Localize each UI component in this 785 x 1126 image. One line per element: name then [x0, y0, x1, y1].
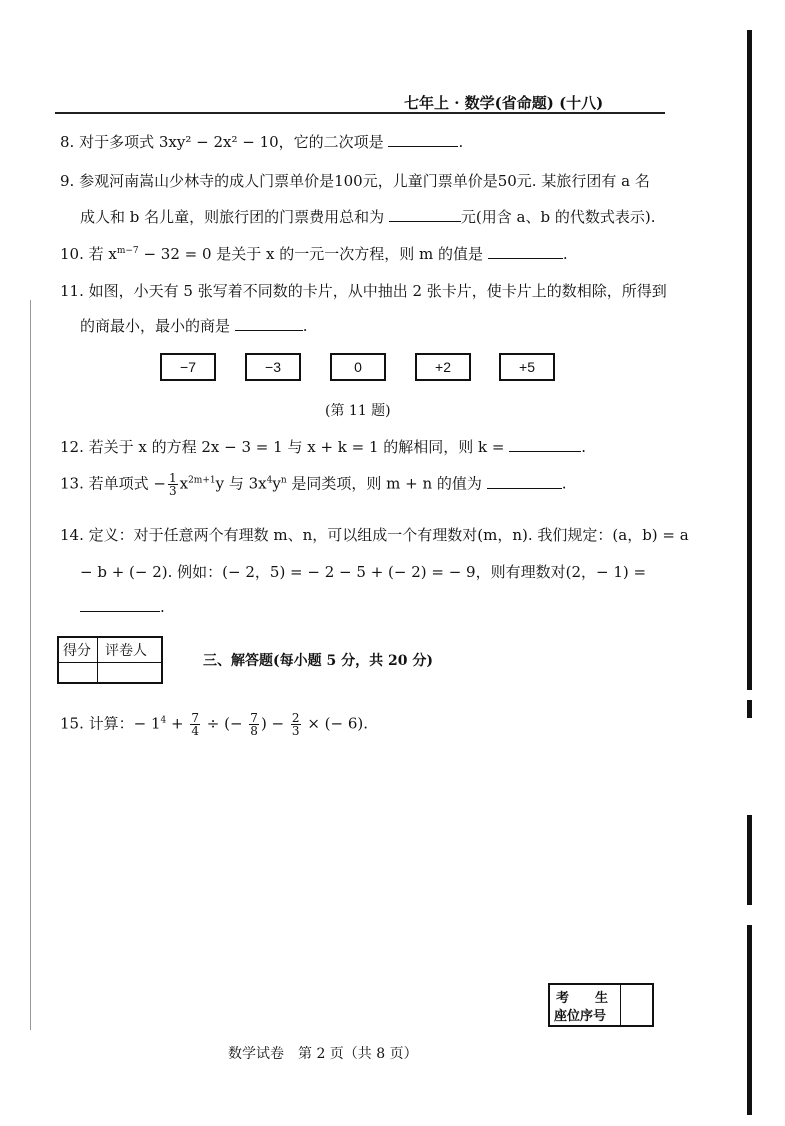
- seat-number-box: [548, 983, 654, 1027]
- question-12-end: .: [581, 438, 587, 456]
- question-10-exponent: m−7: [116, 246, 139, 256]
- question-13-pre: 13. 若单项式 −: [60, 474, 166, 493]
- answer-blank[interactable]: [235, 316, 303, 331]
- question-15-op: +: [166, 714, 189, 733]
- question-14-line-2: − b + (− 2). 例如：(− 2，5) = − 2 − 5 + (− 2) = − 9，则有理数对(2，− 1) =: [80, 563, 647, 581]
- question-12-text: 12. 若关于 x 的方程 2x − 3 = 1 与 x + k = 1 的解相同，则 k =: [60, 438, 505, 456]
- seat-label-line-1: 考 生: [556, 991, 609, 1006]
- question-11-text: 的商最小，最小的商是: [80, 317, 231, 335]
- question-8: [60, 131, 463, 152]
- question-13-exponent: n: [280, 475, 287, 486]
- question-15-post: × (− 6).: [302, 714, 369, 733]
- question-11-end: .: [302, 317, 308, 335]
- question-15-pre: 15. 计算：− 1: [60, 714, 161, 733]
- box-divider: [620, 985, 621, 1025]
- question-13-var: x: [179, 474, 189, 493]
- question-15-op: ÷ (−: [202, 714, 248, 733]
- answer-blank[interactable]: [80, 597, 160, 612]
- fraction-numerator: 2: [291, 711, 300, 725]
- question-14-end: .: [160, 598, 165, 616]
- edge-bar: [747, 700, 752, 718]
- answer-blank[interactable]: [487, 474, 562, 489]
- question-9-line-1: 9. 参观河南嵩山少林寺的成人门票单价是100元，儿童门票单价是50元. 某旅行团有 a 名: [60, 172, 650, 190]
- question-8-text: 8. 对于多项式 3xy² − 2x² − 10，它的二次项是: [60, 133, 384, 151]
- question-10-end: .: [562, 245, 568, 263]
- seat-label-line-2: 座位序号: [554, 1009, 607, 1024]
- fraction-numerator: 7: [250, 711, 258, 725]
- question-9-line-2: [80, 206, 655, 227]
- number-card: −3: [245, 353, 301, 381]
- question-9-end: 元(用含 a、b 的代数式表示).: [460, 208, 656, 226]
- question-13-exponent: 2m+1: [188, 475, 216, 486]
- fraction-denominator: 4: [191, 724, 199, 738]
- question-13-var: y: [272, 474, 281, 493]
- question-10: [60, 243, 568, 264]
- figure-caption: (第 11 题): [325, 403, 391, 419]
- number-card: +2: [415, 353, 471, 381]
- header-rule: [55, 112, 665, 114]
- number-card: 0: [330, 353, 386, 381]
- section-title: 三、解答题(每小题 5 分，共 20 分): [203, 653, 433, 669]
- fraction-denominator: 3: [291, 724, 300, 738]
- answer-blank[interactable]: [388, 132, 458, 147]
- fraction: [168, 472, 178, 497]
- left-margin-line: [30, 300, 31, 1030]
- number-card: +5: [499, 353, 555, 381]
- fraction-denominator: 3: [168, 484, 177, 498]
- question-13-mid: y 与 3x: [215, 474, 267, 493]
- table-divider: [97, 638, 98, 682]
- question-14-line-3: [80, 597, 165, 616]
- question-13-end: .: [561, 474, 567, 493]
- question-8-end: .: [458, 133, 464, 151]
- fraction: [190, 712, 200, 737]
- score-header: 得分: [63, 643, 91, 659]
- question-10-pre: 10. 若 x: [60, 245, 117, 263]
- edge-bar: [747, 30, 752, 690]
- edge-bar: [747, 815, 752, 905]
- fraction-denominator: 8: [250, 724, 258, 738]
- fraction-numerator: 7: [191, 711, 199, 725]
- page-header-title: 七年上 · 数学(省命题) (十八): [404, 94, 604, 112]
- number-card: −7: [160, 353, 216, 381]
- fraction-numerator: 1: [168, 471, 177, 485]
- question-9-text: 成人和 b 名儿童，则旅行团的门票费用总和为: [80, 208, 385, 226]
- question-13-post: 是同类项，则 m + n 的值为: [286, 474, 482, 493]
- question-14-line-1: 14. 定义：对于任意两个有理数 m、n，可以组成一个有理数对(m，n). 我们规定：(a，b) = a: [60, 526, 689, 544]
- score-table: [57, 636, 163, 684]
- question-15-exponent: 4: [160, 715, 167, 726]
- question-10-post: − 32 = 0 是关于 x 的一元一次方程，则 m 的值是: [138, 245, 484, 263]
- question-15-op: ) −: [260, 714, 289, 733]
- answer-blank[interactable]: [509, 437, 581, 452]
- question-12: [60, 436, 586, 457]
- fraction: [291, 712, 301, 737]
- page-footer: 数学试卷 第 2 页（共 8 页）: [228, 1046, 418, 1062]
- question-15: [60, 712, 368, 737]
- table-divider: [59, 662, 161, 663]
- answer-blank[interactable]: [389, 207, 461, 222]
- fraction: [249, 712, 259, 737]
- question-13-exponent: 4: [266, 475, 273, 486]
- question-11-line-2: [80, 315, 308, 336]
- question-11-line-1: 11. 如图，小天有 5 张写着不同数的卡片，从中抽出 2 张卡片，使卡片上的数相除，所得到: [60, 282, 667, 300]
- edge-bar: [747, 925, 752, 1115]
- grader-header: 评卷人: [105, 643, 147, 659]
- question-13: [60, 472, 567, 497]
- answer-blank[interactable]: [488, 244, 563, 259]
